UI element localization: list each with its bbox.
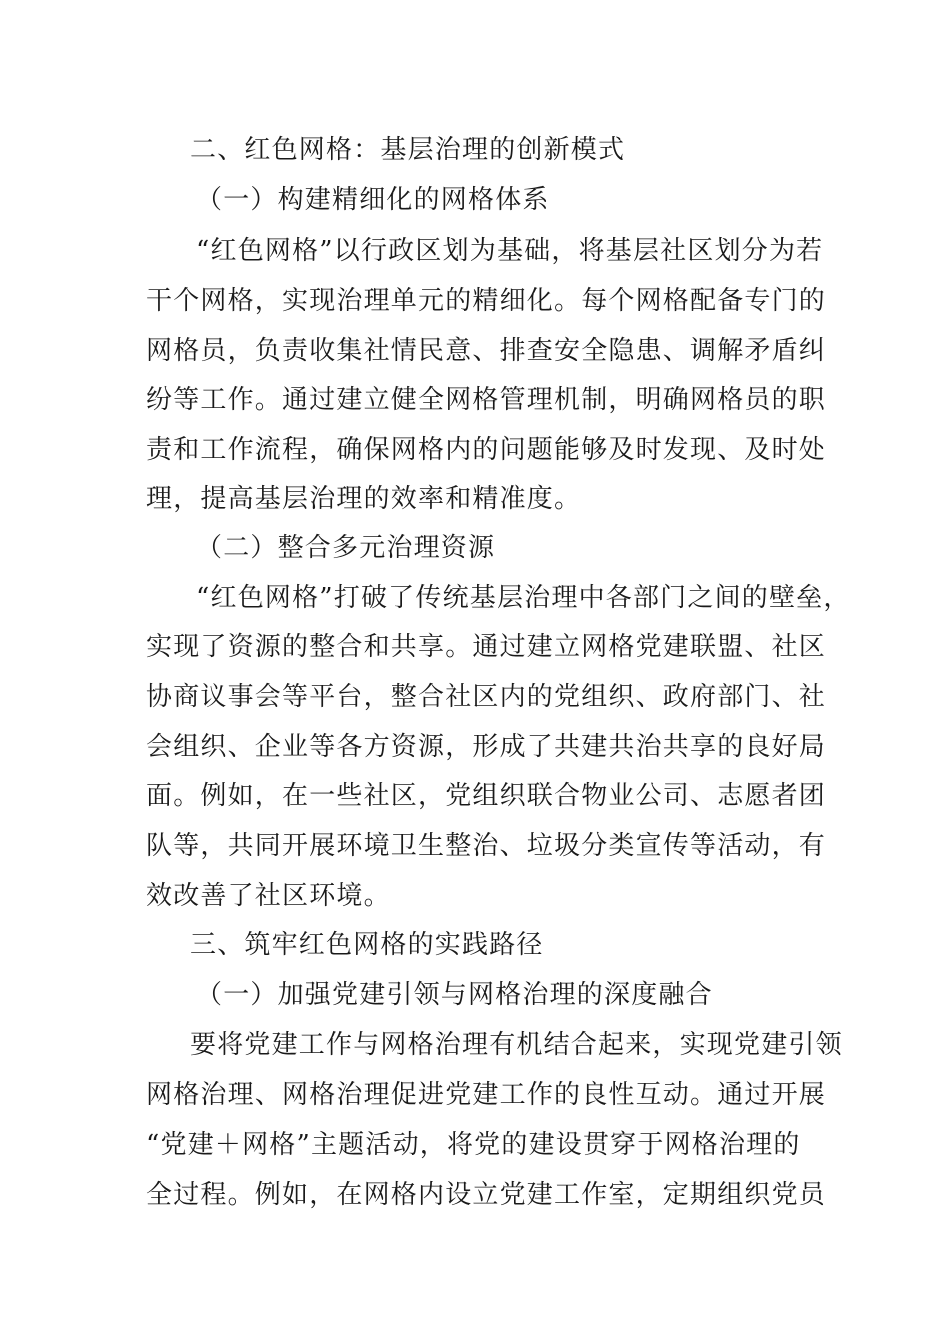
subsection-heading: （一）构建精细化的网格体系 [196, 185, 550, 215]
subsection-heading: （一）加强党建引领与网格治理的深度融合 [196, 980, 713, 1010]
paragraph-line: 全过程。例如，在网格内设立党建工作室，定期组织党员 [146, 1180, 827, 1210]
paragraph-line: 效改善了社区环境。 [146, 881, 391, 911]
paragraph-line: 干个网格，实现治理单元的精细化。每个网格配备专门的 [146, 286, 827, 316]
paragraph-line: “党建＋网格”主题活动，将党的建设贯穿于网格治理的 [146, 1130, 801, 1160]
paragraph-line: 要将党建工作与网格治理有机结合起来，实现党建引领 [190, 1030, 843, 1060]
paragraph-line: 面。例如，在一些社区，党组织联合物业公司、志愿者团 [146, 781, 827, 811]
paragraph-line: 队等，共同开展环境卫生整治、垃圾分类宣传等活动，有 [146, 831, 827, 861]
paragraph-line: 会组织、企业等各方资源，形成了共建共治共享的良好局 [146, 732, 827, 762]
paragraph-line: “红色网格”打破了传统基层治理中各部门之间的壁垒， [196, 583, 851, 613]
paragraph-line: 理，提高基层治理的效率和精准度。 [146, 484, 582, 514]
section-heading: 三、筑牢红色网格的实践路径 [190, 930, 544, 960]
paragraph-line: 网格治理、网格治理促进党建工作的良性互动。通过开展 [146, 1080, 827, 1110]
paragraph-line: “红色网格”以行政区划为基础，将基层社区划分为若 [196, 236, 824, 266]
paragraph-line: 实现了资源的整合和共享。通过建立网格党建联盟、社区 [146, 632, 827, 662]
paragraph-line: 纷等工作。通过建立健全网格管理机制，明确网格员的职 [146, 385, 827, 415]
paragraph-line: 网格员，负责收集社情民意、排查安全隐患、调解矛盾纠 [146, 336, 827, 366]
paragraph-line: 协商议事会等平台，整合社区内的党组织、政府部门、社 [146, 682, 827, 712]
paragraph-line: 责和工作流程，确保网格内的问题能够及时发现、及时处 [146, 435, 827, 465]
subsection-heading: （二）整合多元治理资源 [196, 533, 496, 563]
section-heading: 二、红色网格：基层治理的创新模式 [190, 135, 626, 165]
